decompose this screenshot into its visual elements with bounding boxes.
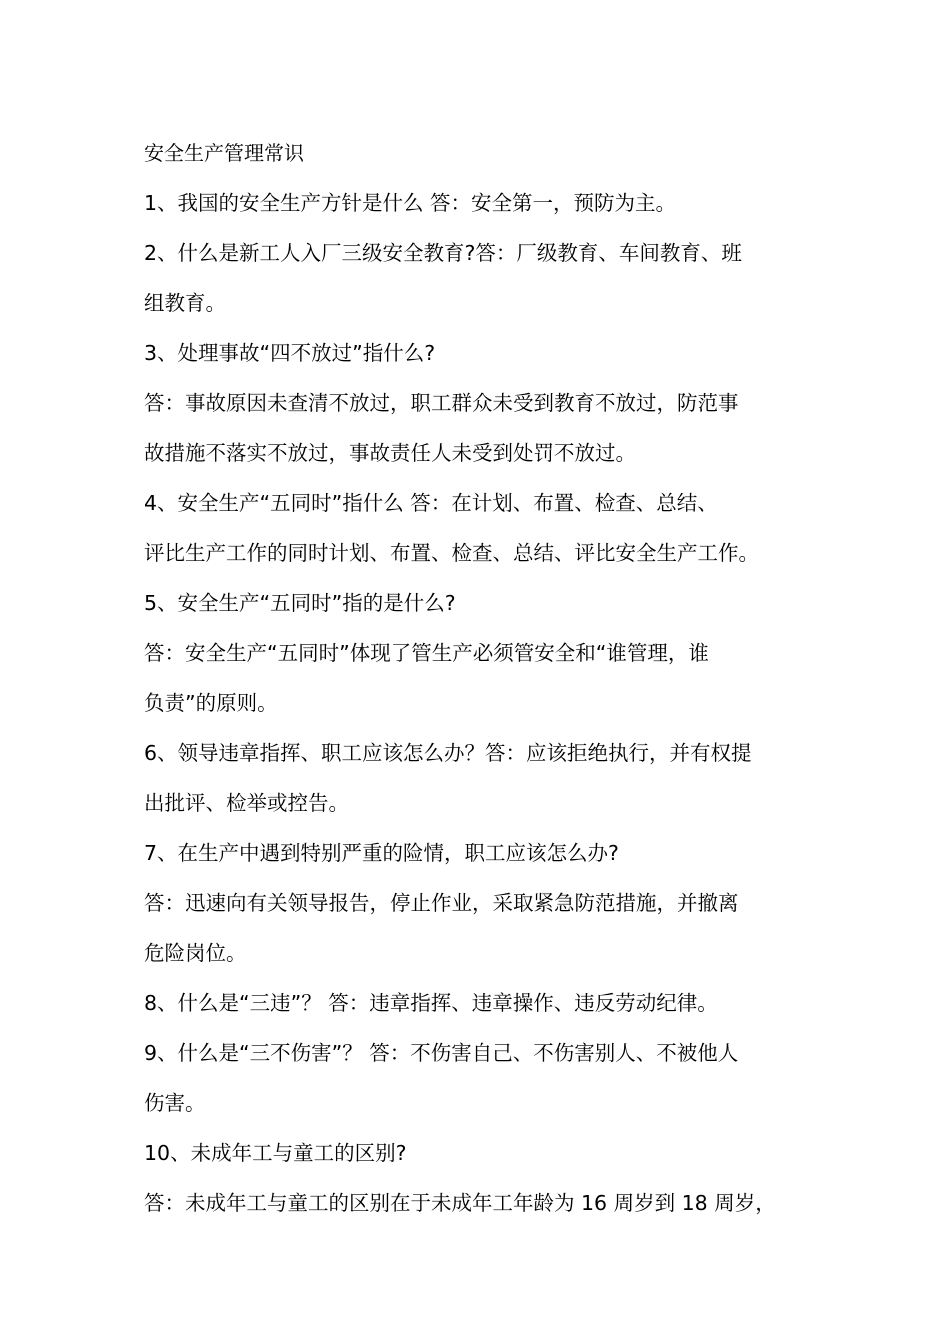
- text-line: 2、什么是新工人入厂三级安全教育?答：厂级教育、车间教育、班: [144, 241, 742, 265]
- text-line: 答：迅速向有关领导报告，停止作业，采取紧急防范措施，并撤离: [144, 891, 739, 915]
- text-line: 1、我国的安全生产方针是什么 答：安全第一，预防为主。: [144, 191, 677, 215]
- text-line: 危险岗位。: [144, 941, 247, 965]
- text-line: 出批评、检举或控告。: [144, 791, 349, 815]
- document-title: 安全生产管理常识: [144, 141, 304, 165]
- text-line: 5、安全生产“五同时”指的是什么?: [144, 591, 456, 615]
- text-line: 7、在生产中遇到特别严重的险情，职工应该怎么办?: [144, 841, 619, 865]
- text-line: 3、处理事故“四不放过”指什么?: [144, 341, 436, 365]
- document-body: [144, 128, 824, 1228]
- text-line: 8、什么是“三违”？ 答：违章指挥、违章操作、违反劳动纪律。: [144, 991, 718, 1015]
- text-line: 伤害。: [144, 1091, 206, 1115]
- text-line: 6、领导违章指挥、职工应该怎么办？答：应该拒绝执行，并有权提: [144, 741, 752, 765]
- text-line: 答：未成年工与童工的区别在于未成年工年龄为 16 周岁到 18 周岁，: [144, 1191, 776, 1215]
- text-line: 组教育。: [144, 291, 226, 315]
- text-line: 负责”的原则。: [144, 691, 278, 715]
- text-line: 10、未成年工与童工的区别?: [144, 1141, 407, 1165]
- text-line: 9、什么是“三不伤害”？ 答：不伤害自己、不伤害别人、不被他人: [144, 1041, 739, 1065]
- text-line: 答：安全生产“五同时”体现了管生产必须管安全和“谁管理，谁: [144, 641, 709, 665]
- text-line: 4、安全生产“五同时”指什么 答：在计划、布置、检查、总结、: [144, 491, 718, 515]
- text-line: 评比生产工作的同时计划、布置、检查、总结、评比安全生产工作。: [144, 541, 759, 565]
- text-line: 答：事故原因未查清不放过，职工群众未受到教育不放过，防范事: [144, 391, 739, 415]
- text-line: 故措施不落实不放过，事故责任人未受到处罚不放过。: [144, 441, 636, 465]
